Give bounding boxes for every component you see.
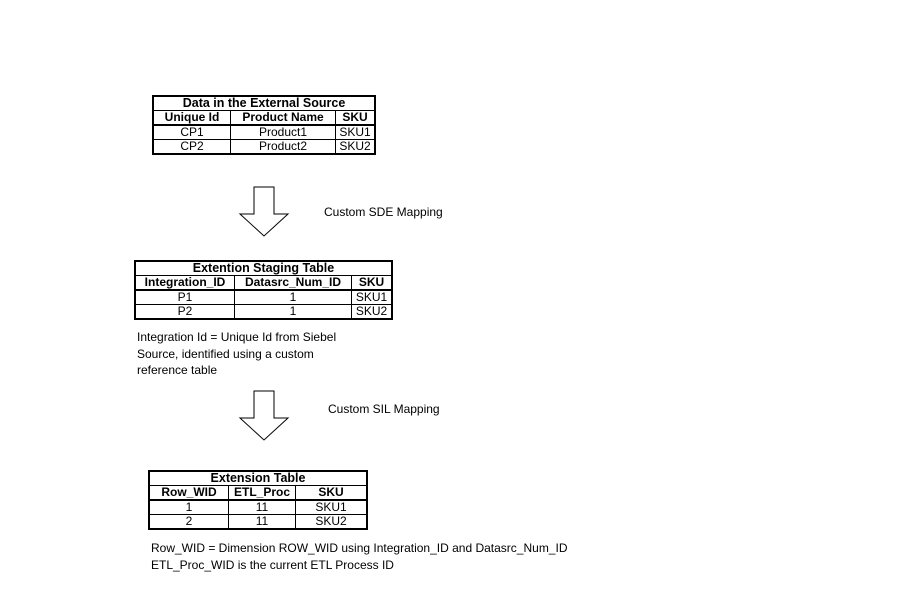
staging-note-line: reference table bbox=[137, 363, 218, 377]
staging-col-integration-id: Integration_ID bbox=[135, 276, 235, 291]
extension-col-sku: SKU bbox=[296, 486, 368, 501]
sil-mapping-label: Custom SIL Mapping bbox=[328, 402, 440, 416]
table-cell: 11 bbox=[229, 515, 296, 530]
extension-table bbox=[148, 470, 368, 530]
table-row bbox=[135, 290, 392, 305]
table-cell: SKU2 bbox=[336, 140, 376, 155]
source-table-title: Data in the External Source bbox=[153, 96, 375, 111]
source-table bbox=[152, 95, 376, 155]
staging-table-title: Extention Staging Table bbox=[135, 261, 392, 276]
table-row bbox=[135, 305, 392, 320]
extension-notes bbox=[151, 540, 567, 573]
table-cell: CP2 bbox=[153, 140, 231, 155]
staging-table bbox=[134, 260, 393, 320]
table-cell: CP1 bbox=[153, 125, 231, 140]
staging-col-datasrc-num-id: Datasrc_Num_ID bbox=[235, 276, 352, 291]
staging-col-sku: SKU bbox=[352, 276, 393, 291]
extension-col-etl-proc: ETL_Proc bbox=[229, 486, 296, 501]
table-cell: Product1 bbox=[231, 125, 336, 140]
table-cell: SKU1 bbox=[352, 290, 393, 305]
extension-note-line: ETL_Proc_WID is the current ETL Process ID bbox=[151, 557, 394, 572]
table-row bbox=[149, 500, 367, 515]
table-cell: Product2 bbox=[231, 140, 336, 155]
table-cell: 1 bbox=[149, 500, 229, 515]
table-cell: 1 bbox=[235, 290, 352, 305]
table-row bbox=[149, 515, 367, 530]
extension-col-row-wid: Row_WID bbox=[149, 486, 229, 501]
sde-mapping-label: Custom SDE Mapping bbox=[324, 205, 443, 219]
table-cell: 1 bbox=[235, 305, 352, 320]
table-cell: SKU2 bbox=[352, 305, 393, 320]
table-cell: P1 bbox=[135, 290, 235, 305]
table-cell: P2 bbox=[135, 305, 235, 320]
table-cell: 11 bbox=[229, 500, 296, 515]
extension-table-title: Extension Table bbox=[149, 471, 367, 486]
table-cell: 2 bbox=[149, 515, 229, 530]
table-cell: SKU1 bbox=[336, 125, 376, 140]
down-arrow-icon bbox=[238, 390, 292, 442]
table-row bbox=[153, 125, 375, 140]
extension-note-line: Row_WID = Dimension ROW_WID using Integration_ID and Datasrc_Num_ID bbox=[151, 541, 568, 555]
down-arrow-icon bbox=[238, 186, 292, 238]
staging-notes bbox=[137, 329, 336, 379]
source-col-sku: SKU bbox=[336, 111, 376, 126]
staging-note-line: Source, identified using a custom bbox=[137, 346, 314, 361]
source-col-product-name: Product Name bbox=[231, 111, 336, 126]
table-cell: SKU1 bbox=[296, 500, 368, 515]
table-row bbox=[153, 140, 375, 155]
source-col-unique-id: Unique Id bbox=[153, 111, 231, 126]
staging-note-line: Integration Id = Unique Id from Siebel bbox=[137, 330, 337, 344]
table-cell: SKU2 bbox=[296, 515, 368, 530]
